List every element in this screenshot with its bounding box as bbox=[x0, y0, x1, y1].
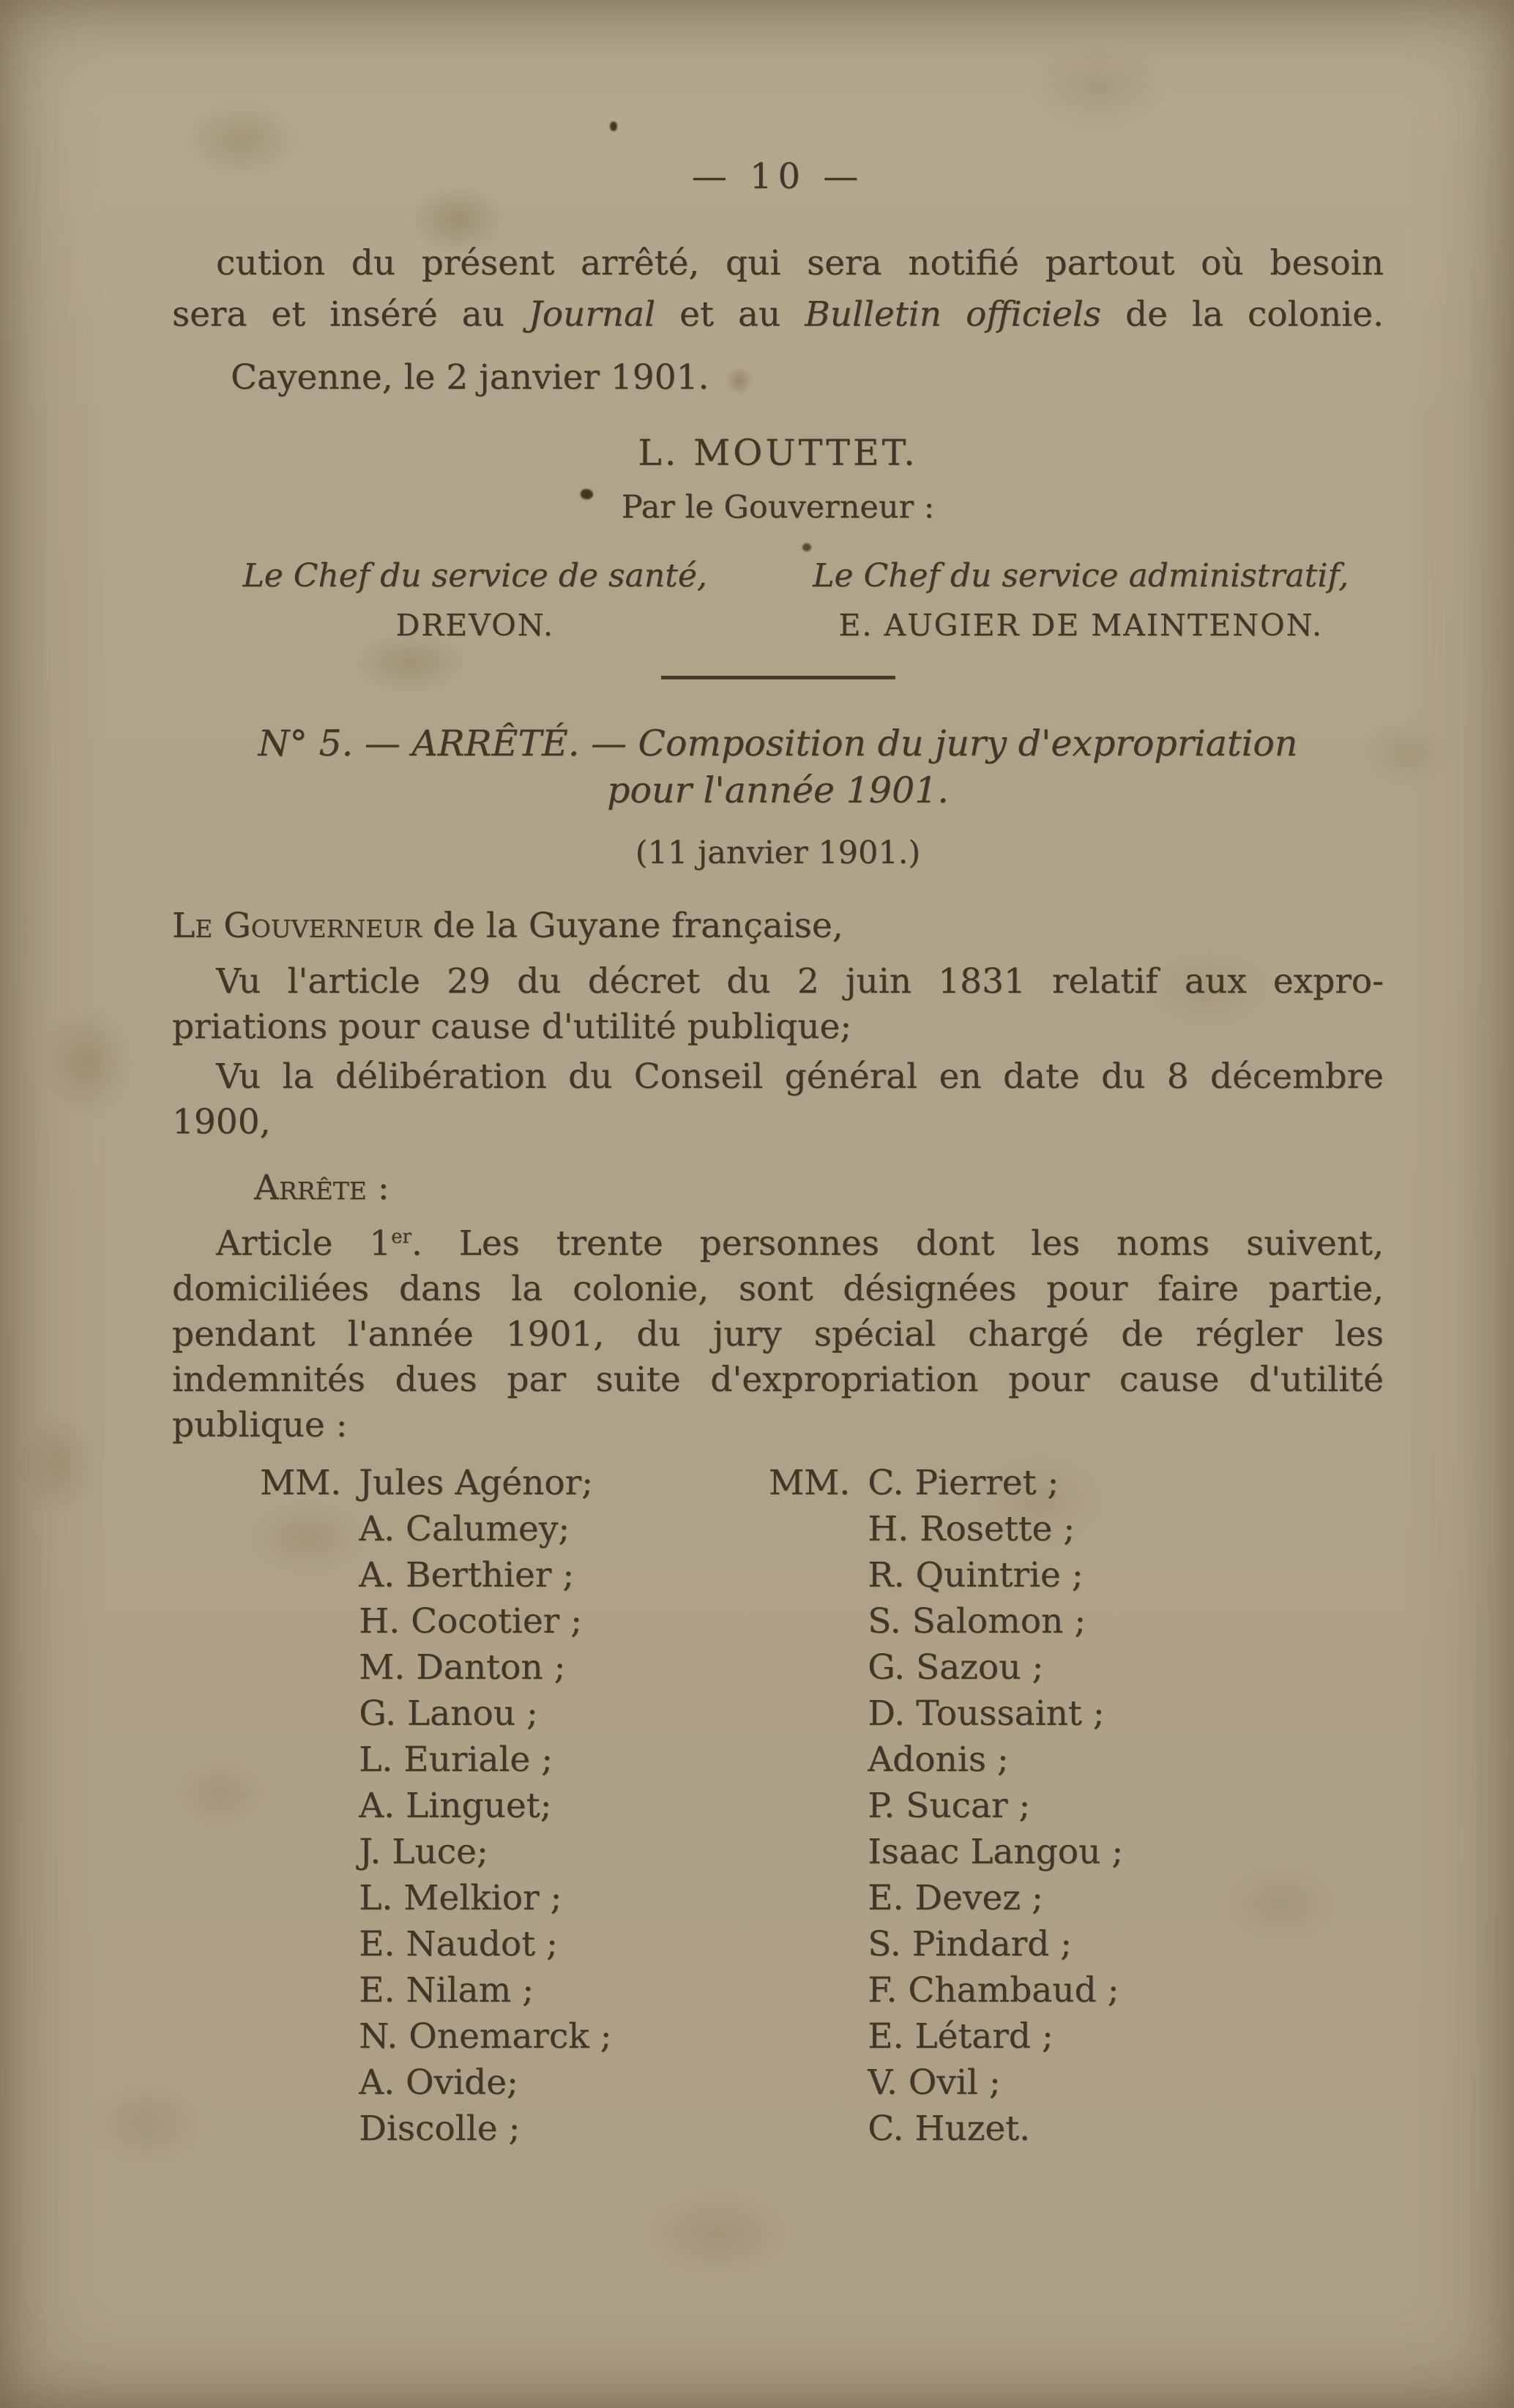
vu-deliberation bbox=[172, 1054, 1384, 1145]
signature-right bbox=[778, 557, 1384, 644]
jury-member: E. Naudot ; bbox=[359, 1924, 558, 1964]
jury-member: A. Calumey; bbox=[359, 1509, 570, 1549]
article-1-line1 bbox=[172, 1221, 1384, 1267]
arrete-heading bbox=[172, 720, 1384, 814]
jury-member: M. Danton ; bbox=[359, 1647, 566, 1688]
preamble-opening-rest: de la Guyane française, bbox=[422, 906, 843, 946]
governor-signature: L. MOUTTET. bbox=[638, 432, 918, 474]
signature-left-role: Le Chef du service de santé, bbox=[242, 557, 707, 594]
jury-member: A. Berthier ; bbox=[359, 1555, 575, 1595]
article-1-paragraph bbox=[172, 1221, 1384, 1448]
signature-left-name: DREVON. bbox=[395, 608, 554, 643]
article-1-line: domiciliées dans la colonie, sont désignées pour faire partie, bbox=[172, 1269, 1384, 1309]
jury-member: Jules Agénor; bbox=[359, 1463, 593, 1503]
jury-member: L. Euriale ; bbox=[359, 1740, 553, 1780]
jury-member: D. Toussaint ; bbox=[868, 1693, 1105, 1734]
section-divider bbox=[661, 676, 895, 679]
vu-article-29 bbox=[172, 959, 1384, 1050]
signature-right-role: Le Chef du service administratif, bbox=[813, 557, 1349, 594]
arrete-word: Arrête : bbox=[254, 1168, 389, 1208]
jury-member: N. Onemarck ; bbox=[359, 2016, 612, 2057]
jury-member: S. Pindard ; bbox=[868, 1924, 1072, 1964]
jury-member: A. Linguet; bbox=[359, 1786, 552, 1826]
jury-member: P. Sucar ; bbox=[868, 1786, 1031, 1826]
article-1-rest: . Les trente personnes dont les noms suivent, bbox=[411, 1223, 1384, 1264]
page-number: — 10 — bbox=[691, 156, 865, 197]
by-governor-line: Par le Gouverneur : bbox=[621, 489, 935, 526]
intro-line-1: cution du présent arrêté, qui sera notifié partout où besoin bbox=[216, 243, 1384, 283]
journal-title: Journal bbox=[528, 294, 656, 335]
vu1-line1: Vu l'article 29 du décret du 2 juin 1831 relatif aux expro- bbox=[216, 961, 1384, 1002]
jury-right-prefix: MM. bbox=[769, 1463, 851, 1503]
signature-right-name: E. AUGIER DE MAINTENON. bbox=[838, 608, 1323, 643]
article-1-line: pendant l'année 1901, du jury spécial chargé de régler les bbox=[172, 1314, 1384, 1354]
signature-block bbox=[172, 557, 1384, 644]
page-content bbox=[172, 0, 1384, 2152]
bulletin-title: Bulletin officiels bbox=[805, 294, 1102, 335]
preamble-opening bbox=[172, 903, 1384, 949]
arrete-heading-line2: pour l'année 1901. bbox=[607, 769, 949, 811]
jury-member: A. Ovide; bbox=[359, 2062, 518, 2103]
jury-column-left bbox=[260, 1460, 769, 2152]
arrete-date: (11 janvier 1901.) bbox=[635, 835, 921, 871]
intro-line-2 bbox=[172, 289, 1384, 340]
jury-name-list bbox=[260, 1460, 1384, 2152]
jury-member: C. Huzet. bbox=[868, 2109, 1031, 2149]
jury-member: E. Devez ; bbox=[868, 1878, 1043, 1918]
vu2-line1: Vu la délibération du Conseil général en date du 8 décembre bbox=[216, 1056, 1384, 1097]
vu2-line2: 1900, bbox=[172, 1102, 271, 1142]
jury-member: G. Sazou ; bbox=[868, 1647, 1044, 1688]
jury-member: L. Melkior ; bbox=[359, 1878, 562, 1918]
dateline: Cayenne, le 2 janvier 1901. bbox=[231, 357, 709, 398]
signature-left bbox=[172, 557, 778, 644]
vu1-line2: priations pour cause d'utilité publique; bbox=[172, 1007, 852, 1047]
jury-left-prefix: MM. bbox=[260, 1463, 342, 1503]
jury-column-right bbox=[769, 1460, 1123, 2152]
jury-member: G. Lanou ; bbox=[359, 1693, 538, 1734]
jury-member: E. Létard ; bbox=[868, 2016, 1054, 2057]
jury-right-names bbox=[868, 1460, 1123, 2152]
jury-member: Discolle ; bbox=[359, 2109, 521, 2149]
jury-member: C. Pierret ; bbox=[868, 1463, 1059, 1503]
intro-line2-pre: sera et inséré au bbox=[172, 294, 529, 335]
jury-member: H. Cocotier ; bbox=[359, 1601, 582, 1641]
intro-line2-mid: et au bbox=[655, 294, 805, 335]
jury-member: F. Chambaud ; bbox=[868, 1970, 1119, 2010]
jury-member: V. Ovil ; bbox=[868, 2062, 1001, 2103]
intro-line2-post: de la colonie. bbox=[1101, 294, 1384, 335]
arrete-heading-line1: N° 5. — ARRÊTÉ. — Composition du jury d'expropriation bbox=[258, 723, 1298, 764]
article-1-line: publique : bbox=[172, 1405, 348, 1445]
article-1-ordinal: er bbox=[391, 1226, 411, 1248]
article-1-lead: Article 1 bbox=[216, 1223, 392, 1264]
jury-member: J. Luce; bbox=[359, 1832, 488, 1872]
jury-member: S. Salomon ; bbox=[868, 1601, 1086, 1641]
article-1-line: indemnités dues par suite d'expropriation pour cause d'utilité bbox=[172, 1360, 1384, 1400]
jury-member: Isaac Langou ; bbox=[868, 1832, 1124, 1872]
jury-left-names bbox=[359, 1460, 611, 2152]
intro-paragraph bbox=[172, 238, 1384, 340]
jury-member: R. Quintrie ; bbox=[868, 1555, 1084, 1595]
governor-smallcaps: Le Gouverneur bbox=[172, 906, 422, 946]
article-1-lines bbox=[172, 1267, 1384, 1448]
jury-member: H. Rosette ; bbox=[868, 1509, 1075, 1549]
jury-member: Adonis ; bbox=[868, 1740, 1009, 1780]
jury-member: E. Nilam ; bbox=[359, 1970, 534, 2010]
